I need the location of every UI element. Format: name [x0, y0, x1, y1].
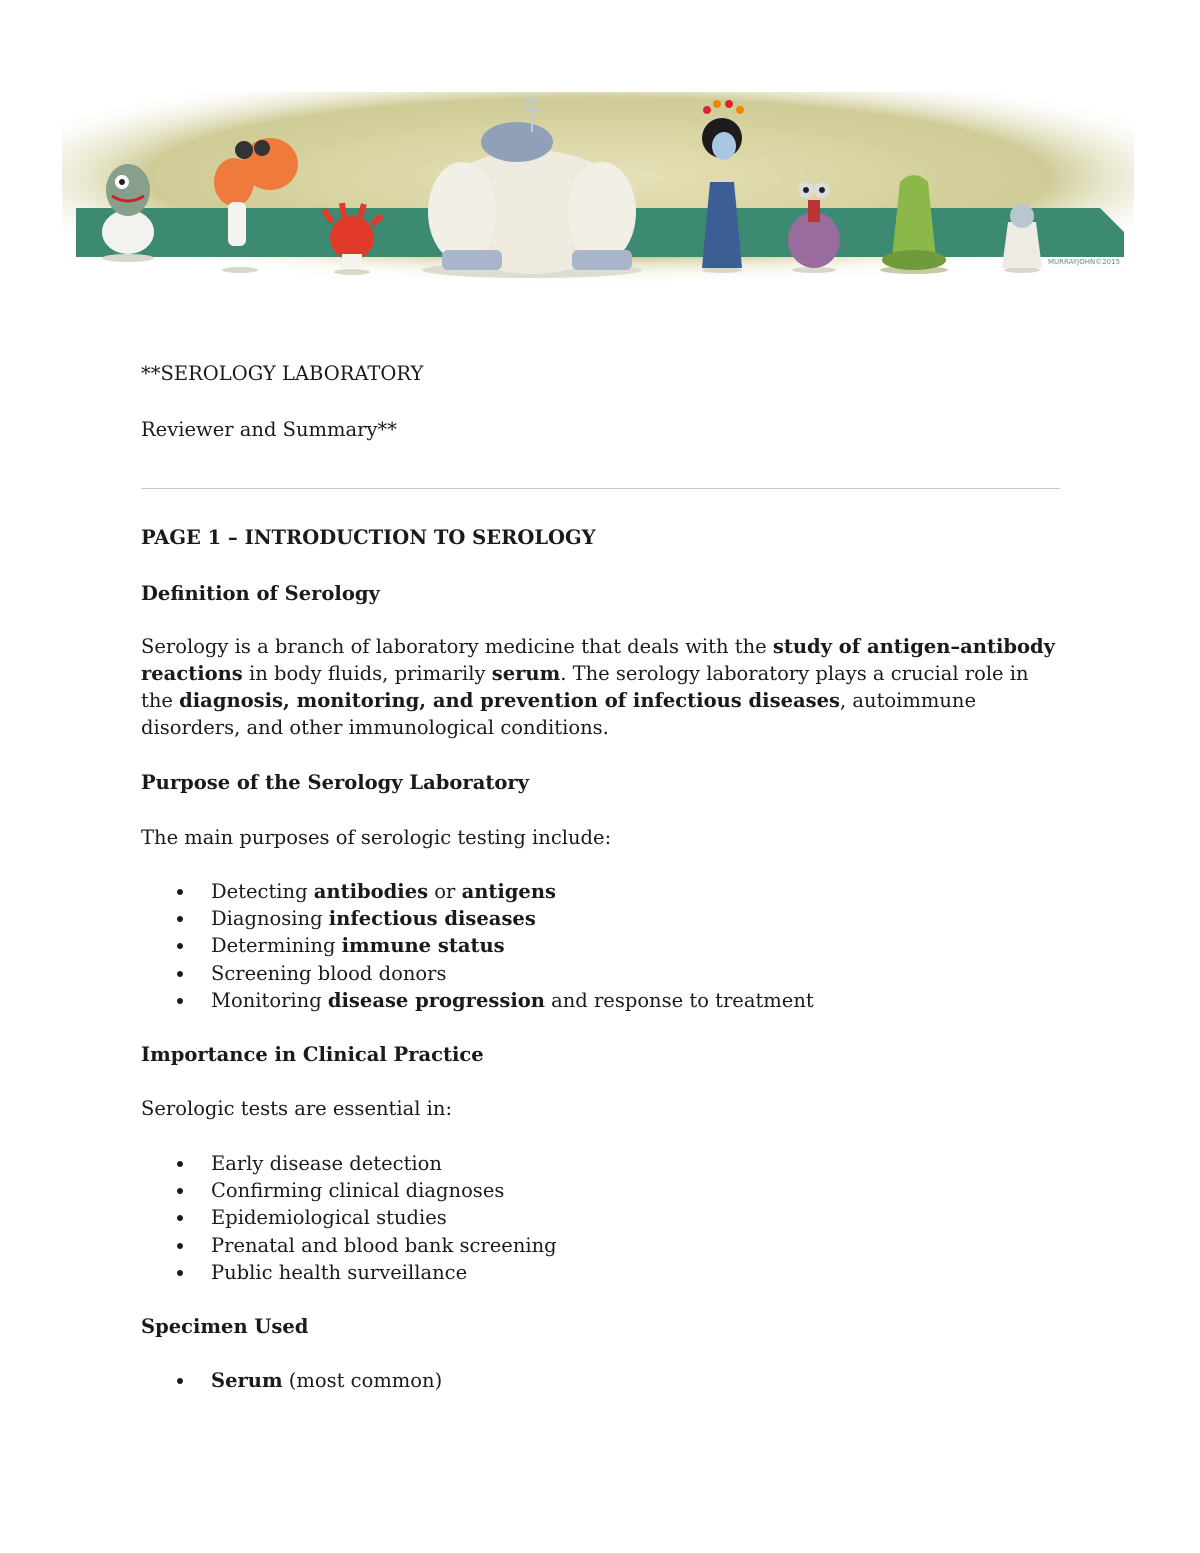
- item-bold: antibodies: [313, 880, 429, 903]
- item-text: Determining: [211, 934, 342, 958]
- definition-paragraph: [141, 633, 1061, 741]
- page-heading: PAGE 1 – INTRODUCTION TO SEROLOGY: [141, 526, 596, 549]
- definition-text-1: Serology is a branch of laboratory medicine that deals with the: [141, 635, 773, 658]
- specimen-list: [141, 1367, 1041, 1394]
- item-text: Screening blood donors: [211, 961, 447, 985]
- item-text: Diagnosing: [211, 907, 329, 931]
- definition-text-3: . The serology laboratory plays a crucial role in the: [141, 662, 1029, 712]
- definition-heading: Definition of Serology: [141, 582, 380, 605]
- importance-list: [141, 1150, 1041, 1286]
- definition-bold-1: study of antigen–antibody reactions: [141, 635, 1056, 685]
- list-item: Prenatal and blood bank screening: [141, 1232, 1041, 1259]
- list-item: [141, 1367, 1041, 1394]
- list-item: [141, 960, 1041, 987]
- purpose-list: [141, 878, 1041, 1014]
- definition-text-2: in body fluids, primarily: [242, 662, 492, 685]
- list-item: [141, 878, 1041, 905]
- list-item: Early disease detection: [141, 1150, 1041, 1177]
- item-text: Monitoring: [211, 988, 328, 1012]
- item-bold: infectious diseases: [328, 907, 536, 931]
- list-item: [141, 905, 1041, 932]
- list-item: Epidemiological studies: [141, 1204, 1041, 1231]
- divider: [141, 488, 1060, 489]
- list-item: Public health surveillance: [141, 1259, 1041, 1286]
- item-bold: antigens: [461, 880, 556, 903]
- purpose-heading: Purpose of the Serology Laboratory: [141, 771, 529, 794]
- item-text: (most common): [282, 1369, 443, 1392]
- header-illustration: [62, 72, 1134, 292]
- list-item: [141, 932, 1041, 959]
- definition-bold-2: serum: [491, 662, 561, 685]
- list-item: Confirming clinical diagnoses: [141, 1177, 1041, 1204]
- specimen-heading: Specimen Used: [141, 1315, 309, 1338]
- item-bold: immune status: [341, 934, 505, 958]
- banner-credit: MURRAYJOHN©2015: [1048, 258, 1121, 266]
- definition-text-4: , autoimmune disorders, and other immunological conditions.: [141, 689, 977, 739]
- purpose-intro: The main purposes of serologic testing include:: [141, 826, 612, 849]
- item-bold: disease progression: [327, 988, 545, 1012]
- item-text: Detecting: [211, 880, 314, 903]
- item-bold: Serum: [211, 1369, 283, 1392]
- list-item: [141, 987, 1041, 1014]
- item-text: or: [428, 880, 462, 903]
- definition-bold-3: diagnosis, monitoring, and prevention of infectious diseases: [179, 689, 840, 712]
- document-subtitle: Reviewer and Summary**: [141, 418, 397, 441]
- importance-intro: Serologic tests are essential in:: [141, 1097, 453, 1120]
- importance-heading: Importance in Clinical Practice: [141, 1043, 484, 1066]
- document-title: **SEROLOGY LABORATORY: [141, 362, 424, 385]
- item-text: and response to treatment: [544, 988, 814, 1012]
